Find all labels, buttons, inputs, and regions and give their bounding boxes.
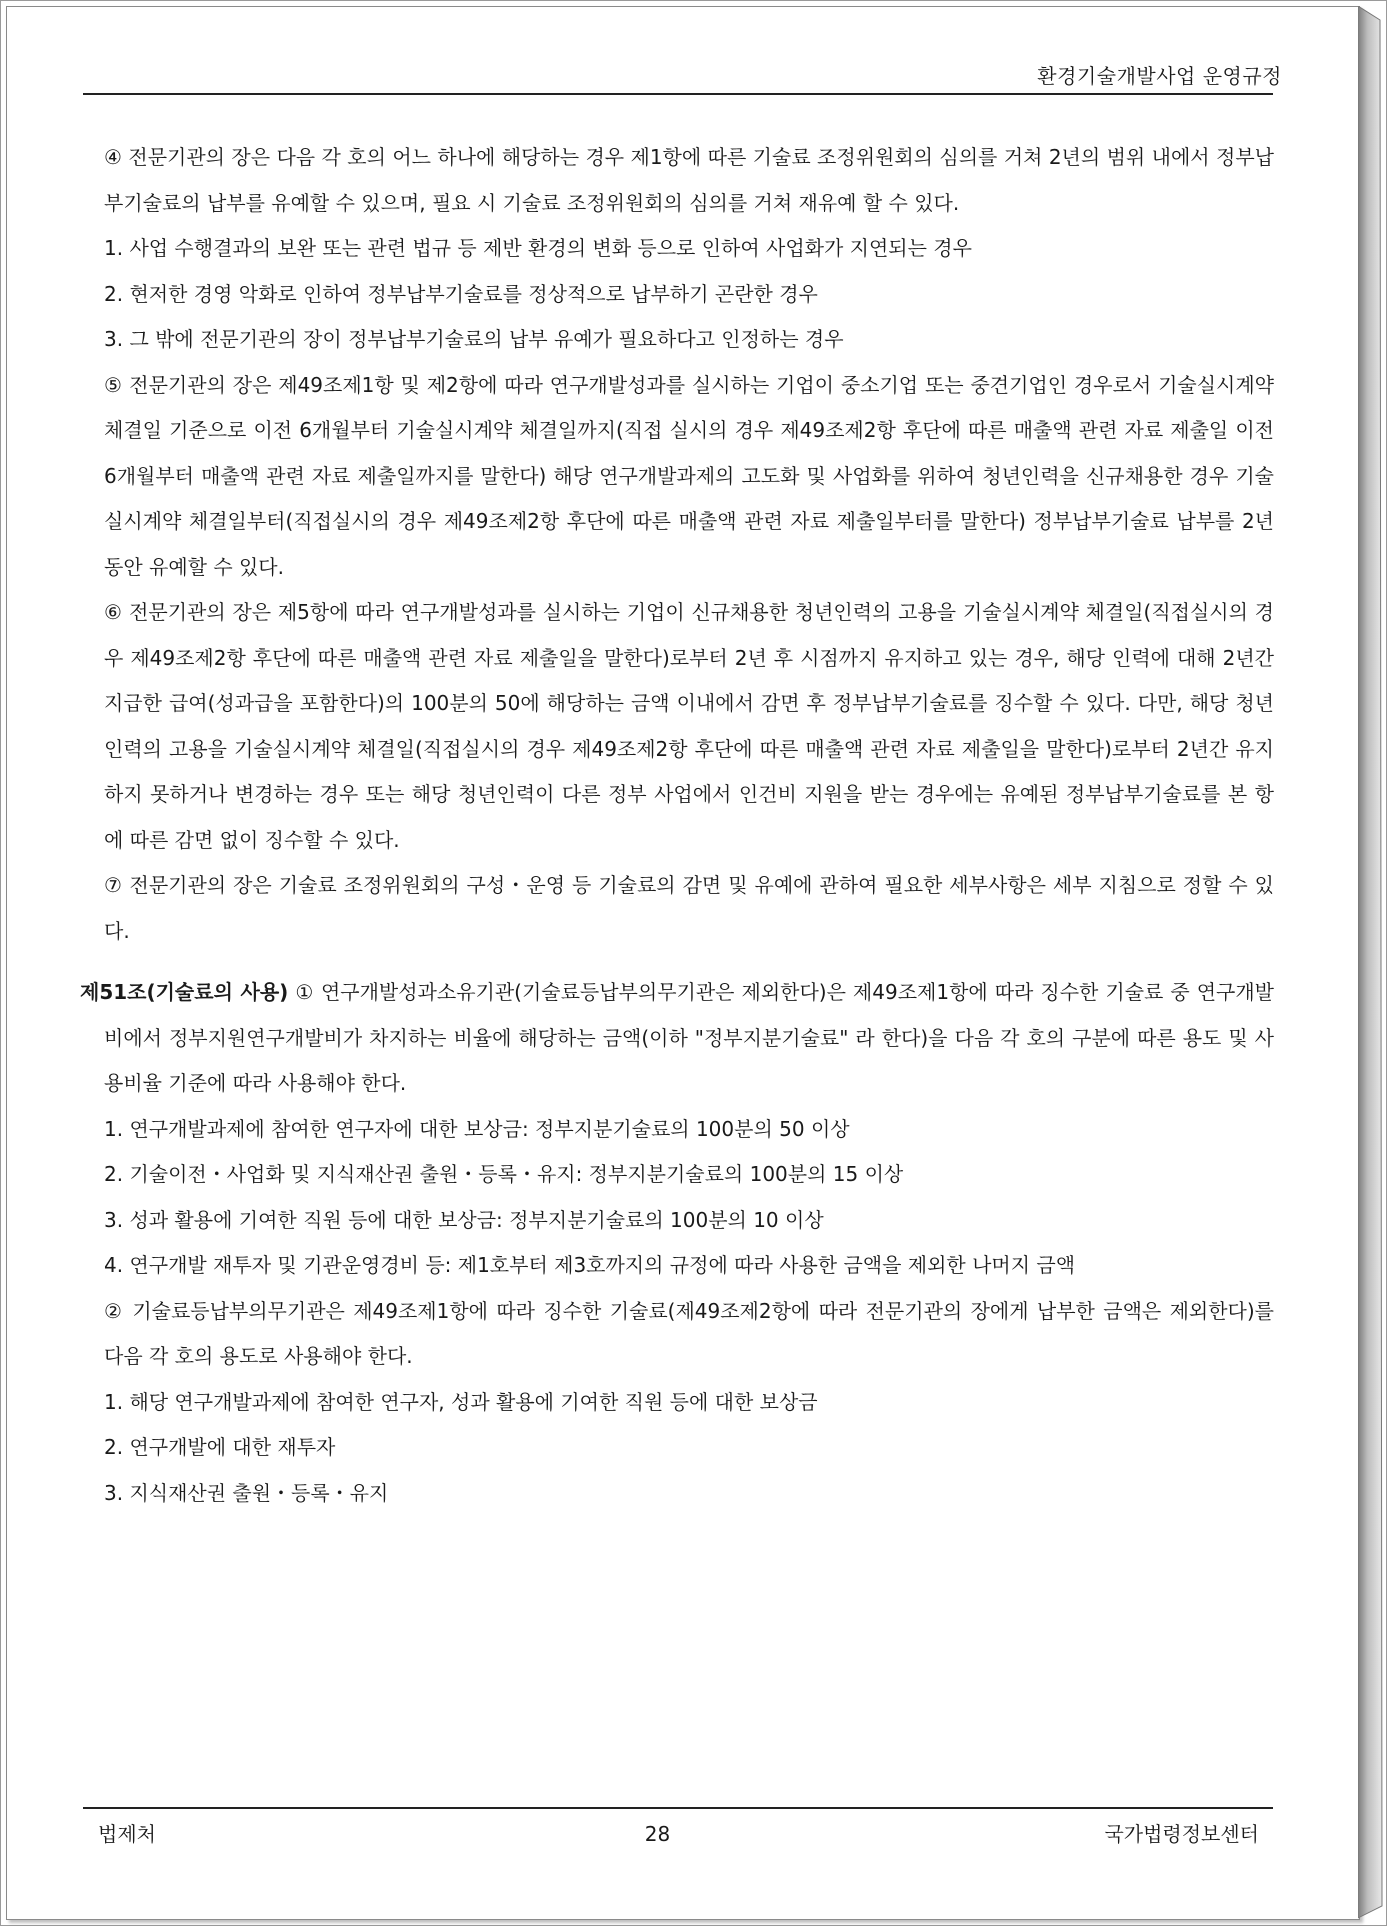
clause-paragraph: ④ 전문기관의 장은 다음 각 호의 어느 하나에 해당하는 경우 제1항에 따른 기술료 조정위원회의 심의를 거쳐 2년의 범위 내에서 정부납부기술료의 납부를 유예할 수 있으며, 필요 시 기술료 조정위원회의 심의를 거쳐 재유예 할 수 있다. <box>104 145 1274 215</box>
page-number: 28 <box>644 1822 671 1846</box>
clause-paragraph: ② 기술료등납부의무기관은 제49조제1항에 따라 징수한 기술료(제49조제2항에 따라 전문기관의 장에게 납부한 금액은 제외한다)를 다음 각 호의 용도로 사용해야 한다. <box>104 1298 1274 1368</box>
footer-source: 법제처 <box>98 1822 156 1846</box>
clause-paragraph: ⑥ 전문기관의 장은 제5항에 따라 연구개발성과를 실시하는 기업이 신규채용한 청년인력의 고용을 기술실시계약 체결일(직접실시의 경우 제49조제2항 후단에 따른 매출액 관련 자료 제출일을 말한다)로부터 2년 후 시점까지 유지하고 있는 경우, 해당 인력에 대해 2년간 지급한 급여(성과급을 포함한다)의 100분의 50에 해당하는 금액 이내에서 감면 후 정부납부기술료를 징수할 수 있다. 다만, 해당 청년인력의 고용을 기술실시계약 체결일(직접실시의 경우 제49조제2항 후단에 따른 매출액 관련 자료 제출일을 말한다)로부터 2년간 유지하지 못하거나 변경하는 경우 또는 해당 청년인력이 다른 정부 사업에서 인건비 지원을 받는 경우에는 유예된 정부납부기술료를 본 항에 따른 감면 없이 징수할 수 있다. <box>104 600 1274 852</box>
list-item: 3. 성과 활용에 기여한 직원 등에 대한 보상금: 정부지분기술료의 100분의 10 이상 <box>104 1207 824 1232</box>
list-item: 2. 현저한 경영 악화로 인하여 정부납부기술료를 정상적으로 납부하기 곤란한 경우 <box>104 281 818 306</box>
list-item: 1. 해당 연구개발과제에 참여한 연구자, 성과 활용에 기여한 직원 등에 대한 보상금 <box>104 1389 818 1414</box>
article-text: ① 연구개발성과소유기관(기술료등납부의무기관은 제외한다)은 제49조제1항에 따라 징수한 기술료 중 연구개발비에서 정부지원연구개발비가 차지하는 비율에 해당하는 금액(이하 "정부지분기술료" 라 한다)을 다음 각 호의 구분에 따른 용도 및 사용비율 기준에 따라 사용해야 한다. <box>104 980 1274 1095</box>
list-item: 2. 기술이전・사업화 및 지식재산권 출원・등록・유지: 정부지분기술료의 100분의 15 이상 <box>104 1162 904 1186</box>
list-item: 1. 사업 수행결과의 보완 또는 관련 법규 등 제반 환경의 변화 등으로 인하여 사업화가 지연되는 경우 <box>104 236 972 260</box>
article-title: 제51조(기술료의 사용) <box>80 980 289 1004</box>
header-title: 환경기술개발사업 운영규정 <box>1037 64 1282 88</box>
header-rule <box>83 93 1273 95</box>
list-item: 3. 그 밖에 전문기관의 장이 정부납부기술료의 납부 유예가 필요하다고 인정하는 경우 <box>104 327 844 351</box>
list-item: 2. 연구개발에 대한 재투자 <box>104 1435 336 1459</box>
clause-paragraph: ⑤ 전문기관의 장은 제49조제1항 및 제2항에 따라 연구개발성과를 실시하는 기업이 중소기업 또는 중견기업인 경우로서 기술실시계약 체결일 기준으로 이전 6개월부터 기술실시계약 체결일까지(직접 실시의 경우 제49조제2항 후단에 따른 매출액 관련 자료 제출일 이전 6개월부터 매출액 관련 자료 제출일까지를 말한다) 해당 연구개발과제의 고도화 및 사업화를 위하여 청년인력을 신규채용한 경우 기술실시계약 체결일부터(직접실시의 경우 제49조제2항 후단에 따른 매출액 관련 자료 제출일부터를 말한다) 정부납부기술료 납부를 2년 동안 유예할 수 있다. <box>104 372 1274 579</box>
clause-paragraph: ⑦ 전문기관의 장은 기술료 조정위원회의 구성・운영 등 기술료의 감면 및 유예에 관하여 필요한 세부사항은 세부 지침으로 정할 수 있다. <box>104 873 1274 943</box>
document-body <box>80 135 1274 1516</box>
list-item: 4. 연구개발 재투자 및 기관운영경비 등: 제1호부터 제3호까지의 규정에 따라 사용한 금액을 제외한 나머지 금액 <box>104 1253 1076 1277</box>
list-item: 1. 연구개발과제에 참여한 연구자에 대한 보상금: 정부지분기술료의 100분의 50 이상 <box>104 1116 850 1141</box>
article-paragraph <box>80 970 1274 1107</box>
page-curl-edge <box>1358 6 1384 1920</box>
footer-center-name: 국가법령정보센터 <box>1104 1822 1259 1846</box>
footer-rule <box>83 1807 1273 1809</box>
list-item: 3. 지식재산권 출원・등록・유지 <box>104 1480 389 1505</box>
